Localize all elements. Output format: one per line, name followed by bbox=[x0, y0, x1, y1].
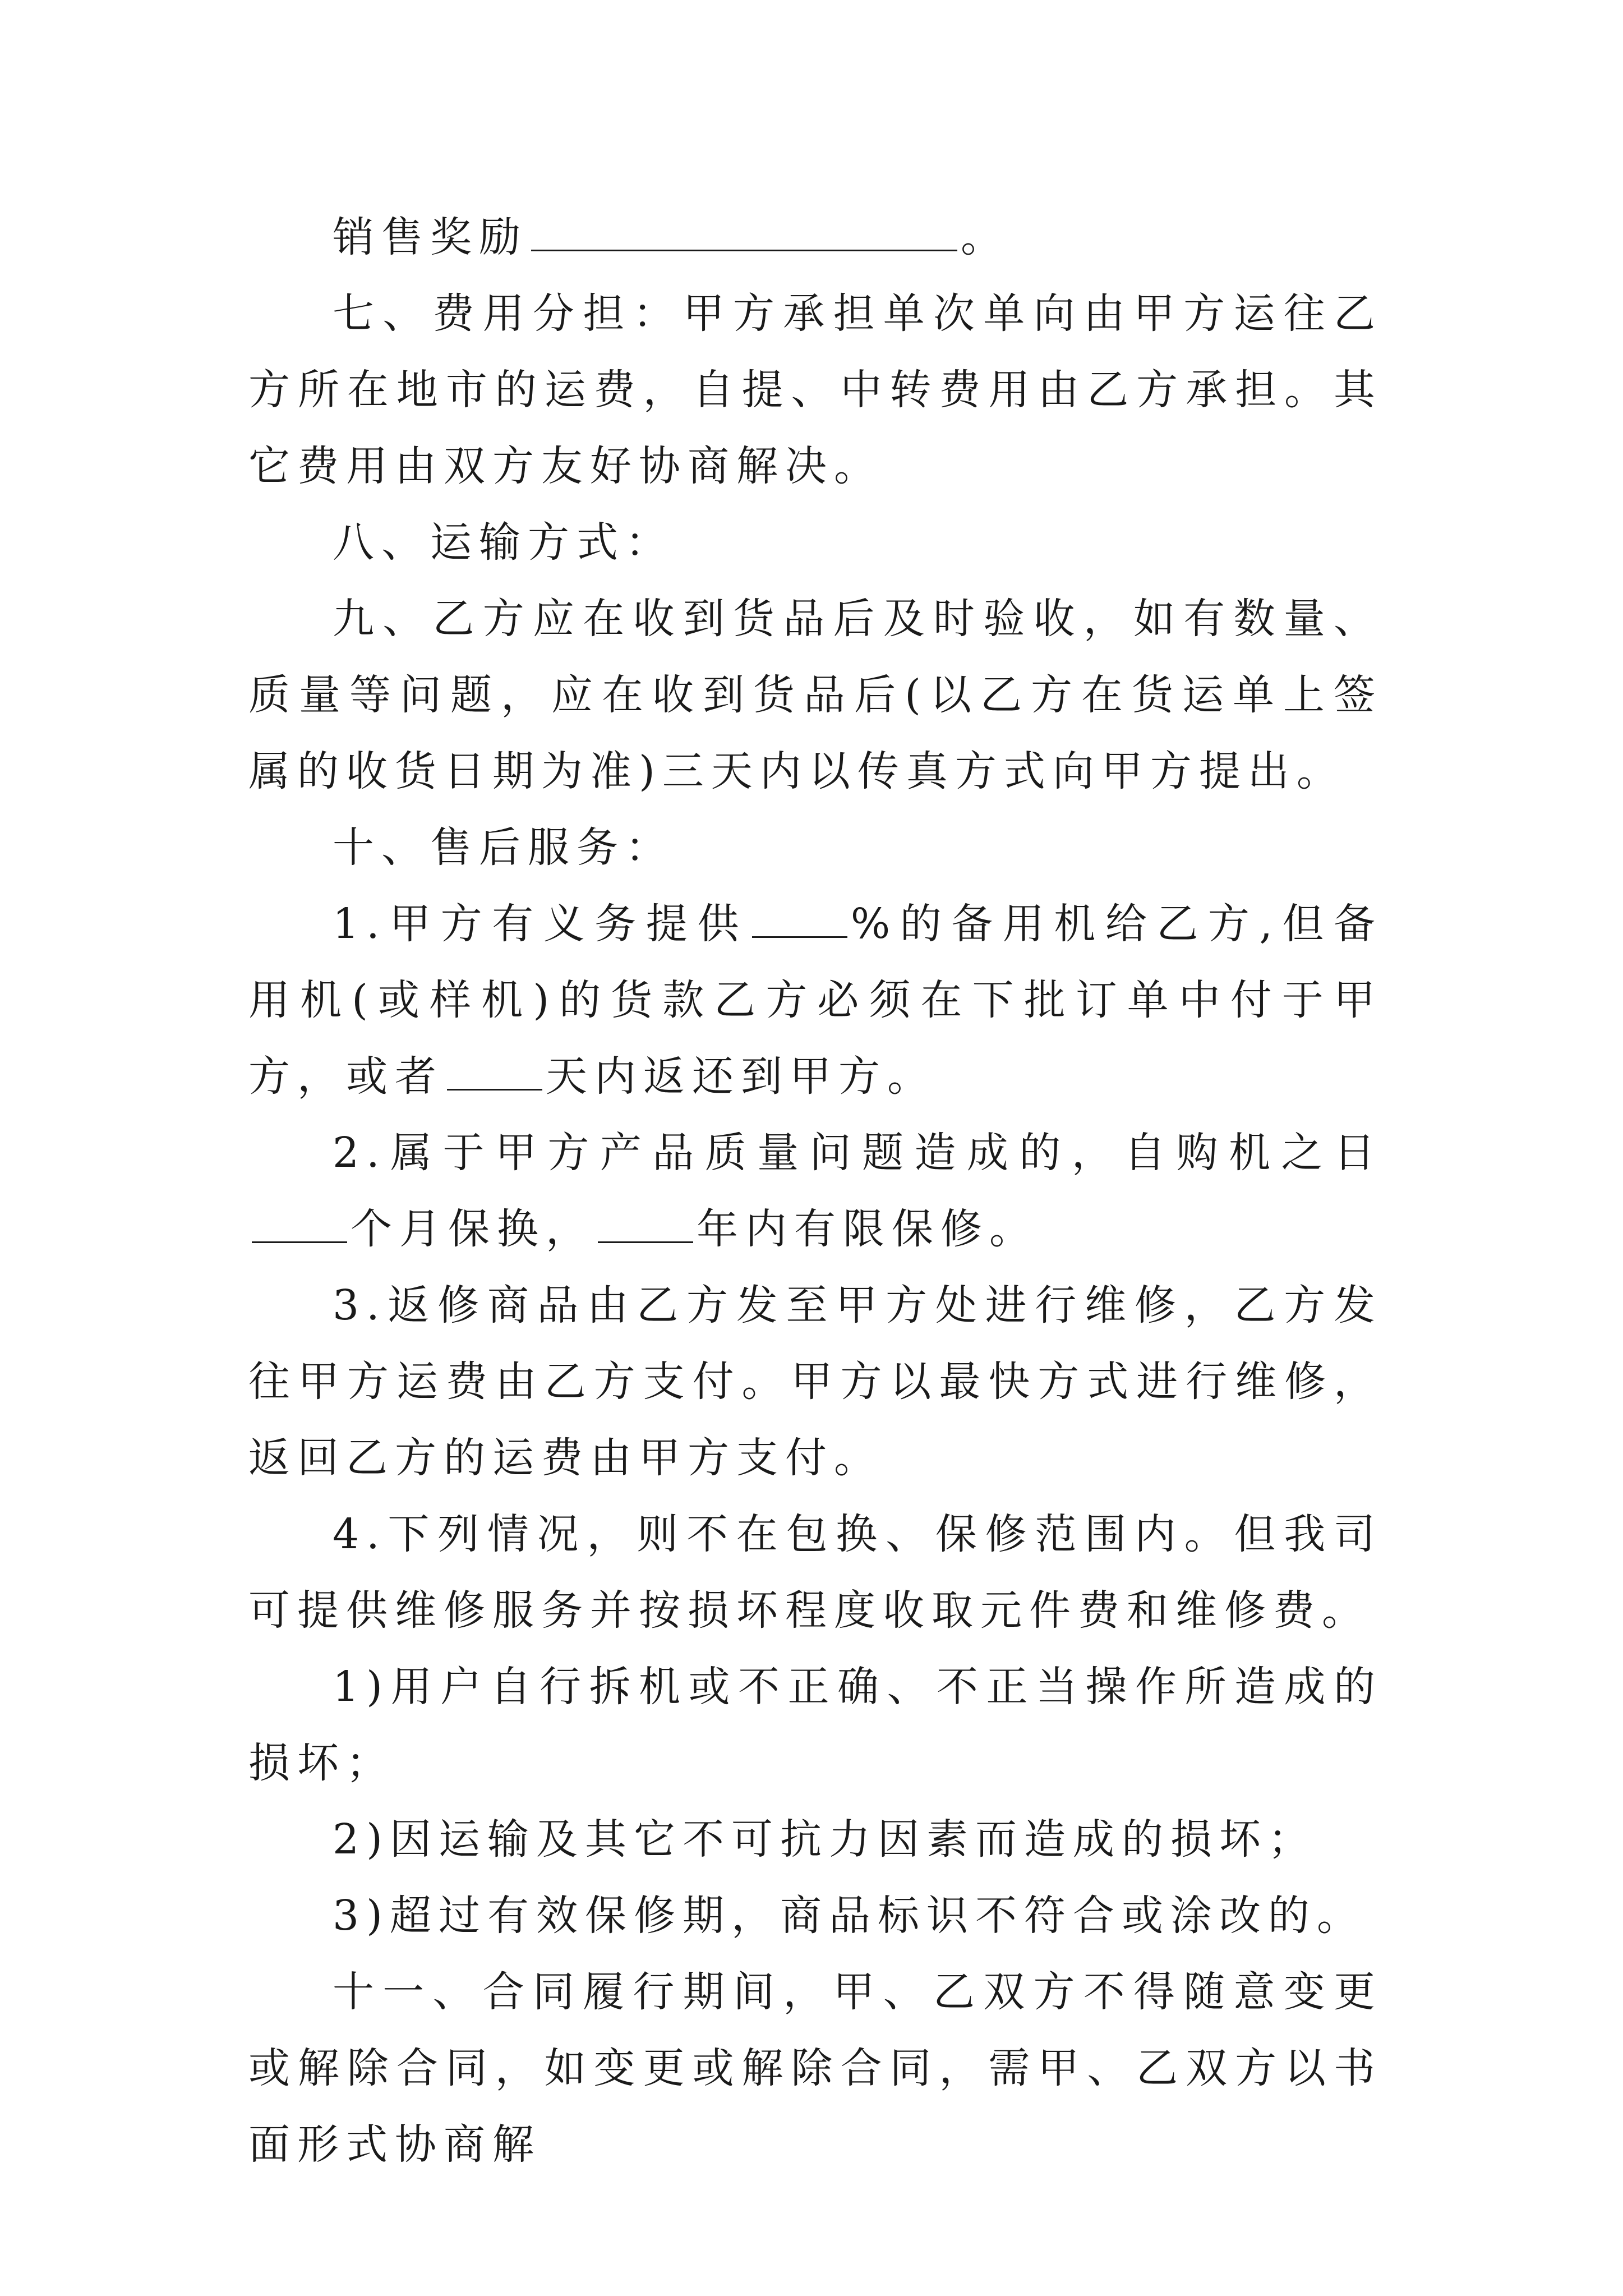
paragraph-inspection: 九、乙方应在收到货品后及时验收，如有数量、质量等问题，应在收到货品后(以乙方在货运单上签属的收货日期为准)三天内以传真方式向甲方提出。 bbox=[248, 595, 1382, 795]
exclusion-item-1: 1)用户自行拆机或不正确、不正当操作所造成的损坏； bbox=[248, 1663, 1382, 1787]
spare-units-text-a: 1.甲方有义务提供 bbox=[333, 900, 749, 948]
paragraph-exclusions: 4.下列情况，则不在包换、保修范围内。但我司可提供维修服务并按损坏程度收取元件费和维修费。 bbox=[248, 1510, 1382, 1635]
spare-units-text-b: %的备用机给乙方,但备用机(或样机)的货款乙方必须在下批订单中付于甲方，或者 bbox=[248, 900, 1382, 1101]
paragraph-spare-units bbox=[248, 886, 1382, 1115]
paragraph-after-sales-heading: 十、售后服务： bbox=[333, 823, 674, 872]
spare-units-text-c: 天内返还到甲方。 bbox=[546, 1052, 936, 1101]
paragraph-transport-method: 八、运输方式： bbox=[333, 518, 674, 567]
paragraph-warranty-period bbox=[248, 1115, 1382, 1267]
paragraph-sales-reward bbox=[248, 199, 1382, 275]
document-body bbox=[248, 199, 1382, 2183]
sales-reward-end: 。 bbox=[961, 213, 1009, 261]
exclusion-item-2: 2)因运输及其它不可抗力因素而造成的损坏； bbox=[333, 1815, 1317, 1864]
paragraph-repair-shipping: 3.返修商品由乙方发至甲方处进行维修，乙方发往甲方运费由乙方支付。甲方以最快方式进行维修，返回乙方的运费由甲方支付。 bbox=[248, 1281, 1382, 1482]
warranty-text-b: 个月保换， bbox=[351, 1205, 594, 1253]
spare-percent-blank bbox=[752, 897, 847, 938]
warranty-text-c: 年内有限保修。 bbox=[697, 1205, 1038, 1253]
exchange-months-blank bbox=[252, 1202, 347, 1243]
warranty-years-blank bbox=[598, 1202, 693, 1243]
sales-reward-label: 销售奖励 bbox=[333, 213, 528, 261]
exclusion-item-3: 3)超过有效保修期，商品标识不符合或涂改的。 bbox=[333, 1892, 1366, 1940]
paragraph-contract-change: 十一、合同履行期间，甲、乙双方不得随意变更或解除合同，如变更或解除合同，需甲、乙双方以书面形式协商解 bbox=[248, 1968, 1382, 2169]
return-days-blank bbox=[447, 1050, 542, 1091]
warranty-text-a: 2.属于甲方产品质量问题造成的，自购机之日 bbox=[333, 1129, 1382, 1177]
paragraph-cost-sharing: 七、费用分担：甲方承担单次单向由甲方运往乙方所在地市的运费，自提、中转费用由乙方承担。其它费用由双方友好协商解决。 bbox=[248, 289, 1382, 490]
sales-reward-blank bbox=[531, 210, 957, 251]
